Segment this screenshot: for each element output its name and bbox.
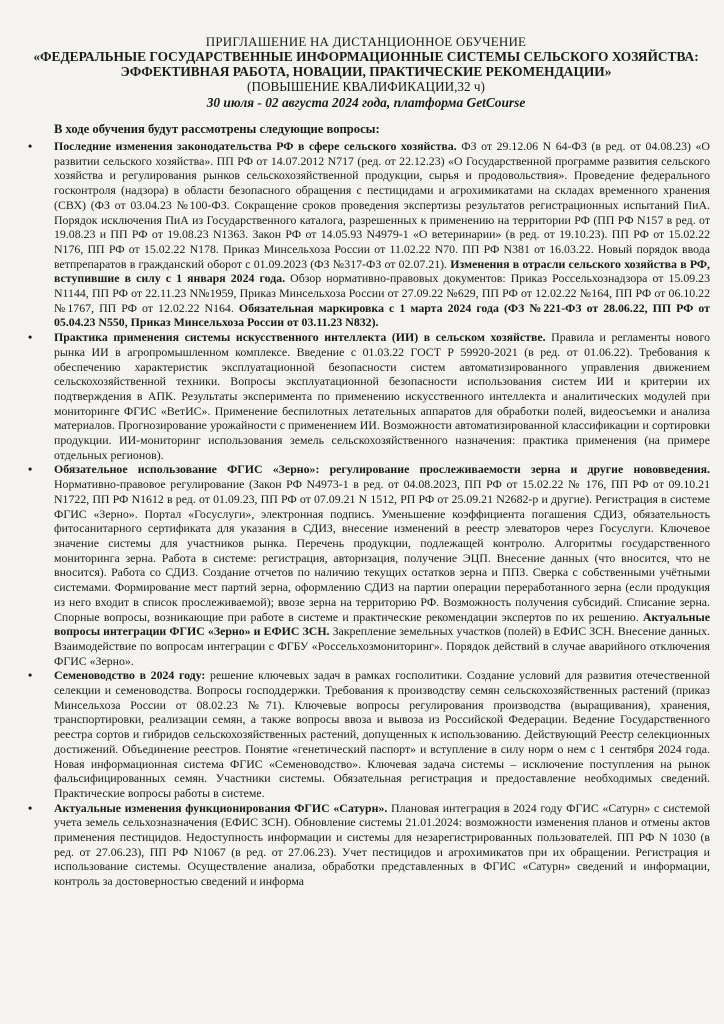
topic-heading: Обязательное использование ФГИС «Зерно»: регулирование прослеживаемости зерна и другие нововведения.	[54, 462, 710, 477]
invitation-title: ПРИГЛАШЕНИЕ НА ДИСТАНЦИОННОЕ ОБУЧЕНИЕ	[205, 34, 527, 49]
intro-heading: В ходе обучения будут рассмотрены следующие вопросы:	[54, 122, 380, 136]
bullet-icon: •	[28, 462, 33, 477]
topic-heading: Семеноводство в 2024 году:	[54, 668, 206, 683]
topic-heading: Обязательная маркировка с 1 марта 2024 года (ФЗ №221-ФЗ от 28.06.22, ПП РФ от 05.04.23 N550, Приказ Минсельхоза России от 03.11.23 N832).	[54, 300, 710, 330]
bullet-icon: •	[28, 330, 33, 345]
topic-heading: Изменения в отрасли сельского хозяйства в РФ, вступившие в силу с 1 января 2024 года.	[54, 256, 710, 286]
bullet-icon: •	[28, 139, 33, 153]
topic-item	[28, 668, 710, 800]
document-header	[22, 34, 710, 110]
topic-heading: Последние изменения законодательства РФ в сфере сельского хозяйства.	[54, 139, 457, 153]
topics-list	[22, 139, 710, 889]
topic-text: Нормативно-правовое регулирование (Закон РФ N4973-1 в ред. от 04.08.2023, ПП РФ от 15.02.22 № 176, ПП РФ от 09.10.21 N1722, ПП РФ N1612 в ред. от 01.09.23, ПП РФ от 07.09.21 N 1512, РП РФ от 25.09.21 N2682-р и другие). Регистрация в системе ФГИС «Зерно». Портал «Госуслуги», электронная подпись. Уменьшение коэффициента погашения СДИЗ, обязательность фитосанитарного сертификата для указания в СДИЗ, внесение изменений в реестр элеваторов через Госуслуги. Ключевое значение системы для участников рынка. Перечень продукции, подлежащей контролю. Алгоритмы государственного мониторинга зерна. Работа в системе: регистрация, авторизация, получение ЭЦП. Внесение данных (что вносится, что не вносится). Работа со СДИЗ. Создание отчетов по наличию текущих остатков зерна и ППЗ. Сверка с собственными учётными системами. Формирование мест партий зерна, оформлению СДИЗ на партии операции переработанного зерна (если продукция из него входит в список прослеживаемой); ввозе зерна на территорию РФ. Возможность получения субсидий. Списание зерна. Спорные вопросы, возникающие при работе в системе и практические рекомендации экспертов по их решению.	[54, 477, 710, 624]
course-dates: 30 июля - 02 августа 2024 года, платформа GetCourse	[206, 95, 526, 110]
course-hours: (ПОВЫШЕНИЕ КВАЛИФИКАЦИИ,32 ч)	[247, 79, 485, 94]
topic-text: Правила и регламенты нового рынка ИИ в агропромышленном комплексе. Введение с 01.03.22 ГОСТ Р 59920-2021 (в ред. от 01.06.22). Требования к обеспечению характеристик эксплуатационной безопасности систем автоматизированного управления движением сельскохозяйственной техники. Вопросы эксплуатационной безопасности использования систем ИИ и критерии их подтверждения в АПК. Результаты эксперимента по применению искусственного интеллекта и аналитических модулей при мониторинге ФГИС «ВетИС». Применение беспилотных летательных аппаратов для обработки полей, видеосъемки и анализа материалов. Прогнозирование урожайности с применением ИИ. Возможности автоматизированной классификации и сортировки продукции. ИИ-мониторинг использования земель сельскохозяйственного назначения: практика применения (на примере отдельных регионов).	[54, 330, 711, 462]
topic-item	[28, 139, 710, 330]
bullet-icon: •	[28, 668, 33, 683]
bullet-icon: •	[28, 800, 33, 815]
topic-heading: Практика применения системы искусственного интеллекта (ИИ) в сельском хозяйстве.	[54, 330, 546, 345]
topic-text: решение ключевых задач в рамках госполитики. Создание условий для развития отечественной селекции и семеноводства. Вопросы господдержки. Требования к производству семян сельскохозяйственных растений (приказ Минсельхоза России от 08.02.23 №71). Ключевые вопросы регулирования производства (выращивания), хранения, транспортировки, реализации семян, а также вопросы ввоза и вывоза из Российской Федерации. Ведение Государственного реестра сортов и гибридов сельскохозяйственных растений, допущенных к использованию. Действующий Реестр селекционных достижений. Объединение реестров. Понятие «генетический паспорт» и вступление в силу норм о нем с 1 сентября 2024 года. Новая информационная система ФГИС «Семеноводство». Ключевая задача системы – исключение поступления на рынок фальсифицированных семян. Участники системы. Обязательная регистрация и предоставление необходимых сведений. Практические вопросы работы в системе.	[54, 668, 710, 800]
topic-item	[28, 330, 711, 462]
course-title: «ФЕДЕРАЛЬНЫЕ ГОСУДАРСТВЕННЫЕ ИНФОРМАЦИОННЫЕ СИСТЕМЫ СЕЛЬСКОГО ХОЗЯЙСТВА: ЭФФЕКТИВНАЯ РАБОТА, НОВАЦИИ, ПРАКТИЧЕСКИЕ РЕКОМЕНДАЦИИ»	[33, 49, 699, 79]
topic-text: Закрепление земельных участков (полей) в ЕФИС ЗСН. Внесение данных. Взаимодействие по вопросам интеграции с ФГБУ «Россельхозмониторинг». Порядок действий в случае аварийного отключения ФГИС «Зерно».	[54, 624, 710, 668]
topic-item	[28, 800, 710, 889]
topic-item	[28, 462, 710, 668]
topic-heading: Актуальные изменения функционирования ФГИС «Сатурн».	[54, 800, 388, 815]
topic-text: ФЗ от 29.12.06 N 64-ФЗ (в ред. от 04.08.23) «О развитии сельского хозяйства». ПП РФ от 14.07.2012 N717 (ред. от 22.12.23) «О Государственной программе развития сельского хозяйства и регулирования рынков сельскохозяйственной продукции, сырья и продовольствия». Проведение федерального госконтроля (надзора) в области безопасного обращения с пестицидами и агрохимикатами на складах временного хранения (СВХ) (ФЗ от 03.04.23 №100-ФЗ. Сокращение сроков проведения экспертизы результатов регистрационных испытаний ПиА. Порядок исключения ПиА из Государственного каталога, разрешенных к применению на территории РФ (ПП РФ N157 в ред. от 19.08.23 и ПП РФ от 19.08.23 N1363. Закон РФ от 14.05.93 N4979-1 «О ветеринарии» (в ред. от 19.10.23). ПП РФ от 15.02.22 N176, ПП РФ от 15.02.22 N178. Приказ Минсельхоза России от 11.02.22 N70. ПП РФ N381 от 16.03.22. Новый порядок ввода ветпрепаратов в гражданский оборот с 01.09.2023 (ФЗ №317-ФЗ от 02.07.21).	[54, 139, 710, 271]
topic-text: Плановая интеграция в 2024 году ФГИС «Сатурн» с системой учета земель сельхозназначения (ЕФИС ЗСН). Обновление системы 21.01.2024: возможности изменения планов и отмены актов применения пестицидов. Недоступность информации и системы для незарегистрированных пользователей. ПП РФ N 1030 (в ред. от 27.06.23), ПП РФ N1067 (в ред. от 27.06.23). Учет пестицидов и агрохимикатов при их обращении. Регистрация и использование системы. Осуществление анализа, обработки представленных в ФГИС «Сатурн» сведений и информации, контроль за достоверностью сведений и информа	[54, 800, 710, 889]
topic-heading: Актуальные вопросы интеграции ФГИС «Зерно» и ЕФИС ЗСН.	[54, 609, 710, 639]
topic-text: Обзор нормативно-правовых документов: Приказ Россельхознадзора от 15.09.23 N1144, ПП РФ от 22.11.23 N№1959, Приказ Минсельхоза России от 27.09.22 №629, ПП РФ от 12.02.22 №164, ПП РФ от 06.10.22 №1767, ПП РФ от 12.02.22 N164.	[54, 271, 710, 315]
